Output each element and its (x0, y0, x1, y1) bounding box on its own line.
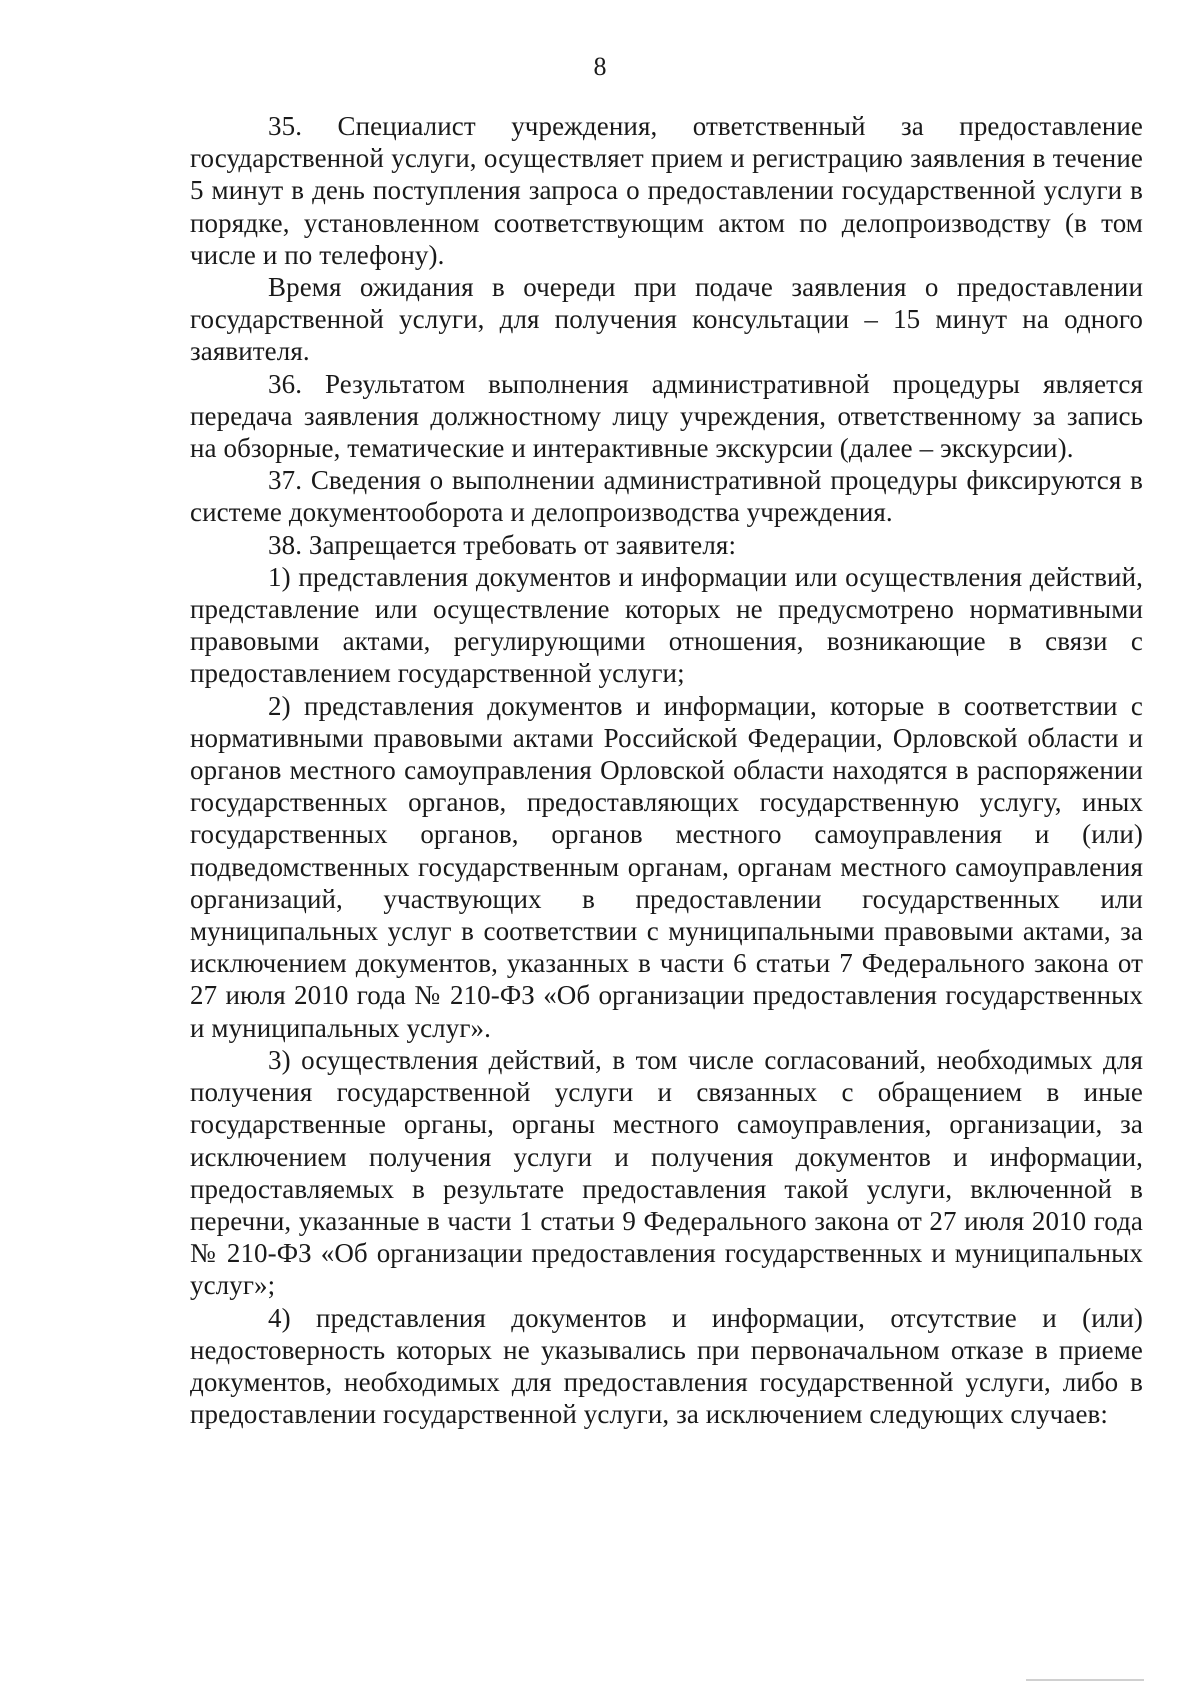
paragraph-35: 35. Специалист учреждения, ответственный за предоставление государственной услуги, осуществляет прием и регистрацию заявления в течение 5 минут в день поступления запроса о предоставлении государственной услуги в порядке, установленном соответствующим актом по делопроизводству (в том числе и по телефону). (190, 111, 1143, 270)
list-item-4: 4) представления документов и информации, отсутствие и (или) недостоверность которых не указывались при первоначальном отказе в приеме документов, необходимых для предоставления государственной услуги, либо в предоставлении государственной услуги, за исключением следующих случаев: (190, 1302, 1143, 1430)
paragraph-38: 38. Запрещается требовать от заявителя: (268, 529, 737, 560)
list-item-3: 3) осуществления действий, в том числе согласований, необходимых для получения государственной услуги и связанных с обращением в иные государственные органы, органы местного самоуправления, организации, за исключением получения услуги и получения документов и информации, предоставляемых в результате предоставления такой услуги, включенной в перечни, указанные в части 1 статьи 9 Федерального закона от 27 июля 2010 года № 210-ФЗ «Об организации предоставления государственных и муниципальных услуг»; (190, 1044, 1143, 1301)
scan-artifact-line (1026, 1679, 1144, 1681)
paragraph-37: 37. Сведения о выполнении административной процедуры фиксируются в системе документооборота и делопроизводства учреждения. (190, 465, 1143, 528)
page-number: 8 (593, 52, 607, 81)
list-item-1: 1) представления документов и информации или осуществления действий, представление или осуществление которых не предусмотрено нормативными правовыми актами, регулирующими отношения, возникающие в связи с предоставлением государственной услуги; (190, 561, 1143, 689)
list-item-2: 2) представления документов и информации, которые в соответствии с нормативными правовыми актами Российской Федерации, Орловской области и органов местного самоуправления Орловской области находятся в распоряжении государственных органов, предоставляющих государственную услугу, иных государственных органов, органов местного самоуправления и (или) подведомственных государственным органам, органам местного самоуправления организаций, участвующих в предоставлении государственных или муниципальных услуг в соответствии с муниципальными правовыми актами, за исключением документов, указанных в части 6 статьи 7 Федерального закона от 27 июля 2010 года № 210-ФЗ «Об организации предоставления государственных и муниципальных услуг». (190, 690, 1143, 1043)
document-body (190, 110, 1143, 1430)
paragraph-waiting-time: Время ожидания в очереди при подаче заявления о предоставлении государственной услуги, для получения консультации – 15 минут на одного заявителя. (190, 272, 1143, 367)
paragraph-36: 36. Результатом выполнения административной процедуры является передача заявления должностному лицу учреждения, ответственному за запись на обзорные, тематические и интерактивные экскурсии (далее – экскурсии). (190, 368, 1143, 464)
